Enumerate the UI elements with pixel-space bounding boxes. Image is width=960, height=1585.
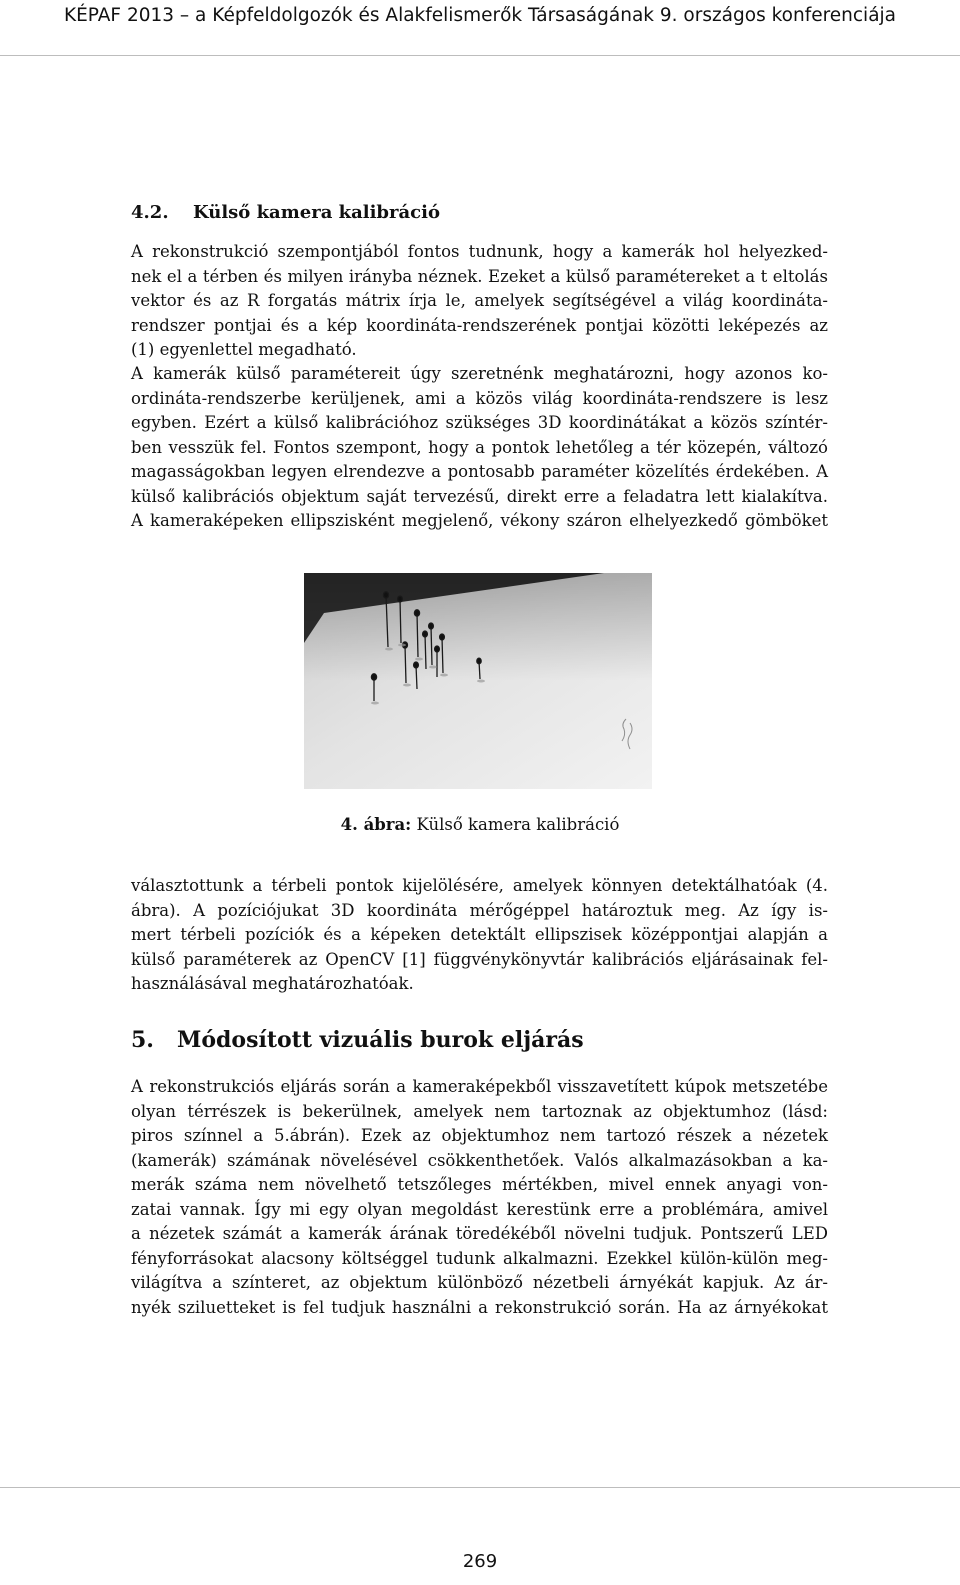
running-header	[0, 0, 960, 56]
text-line: nyék sziluetteket is fel tudjuk használni a rekonstrukció során. Ha az árnyékokat	[131, 1297, 828, 1317]
text-line: olyan térrészek is bekerülnek, amelyek nem tartoznak az objektumhoz (lásd:	[131, 1101, 828, 1121]
section-4-2-heading	[131, 202, 440, 223]
figure-4-caption-label: 4. ábra:	[340, 815, 412, 834]
text-line: a nézetek számát a kamerák árának töredékéből növelni tudjuk. Pontszerű LED	[131, 1224, 828, 1243]
text-line: világítva a színteret, az objektum különböző nézetbeli árnyékát kapjuk. Az ár-	[131, 1273, 828, 1292]
text-line: mert térbeli pozíciók és a képeken detektált ellipszisek középpontjai alapján a	[131, 925, 828, 944]
paragraph-external-calibration-intro	[131, 240, 828, 363]
text-line: A kameraképeken ellipszisként megjelenő, vékony száron elhelyezkedő gömböket	[131, 511, 828, 530]
text-line: nek el a térben és milyen irányba néznek. Ezeket a külső paramétereket a t eltolás	[131, 266, 828, 286]
text-line: fényforrásokat alacsony költséggel tudunk alkalmazni. Ezekkel külön-külön meg-	[131, 1248, 828, 1268]
running-header-title: KÉPAF 2013 – a Képfeldolgozók és Alakfelismerők Társaságának 9. országos konferenciája	[63, 5, 897, 26]
text-line: (1) egyenlettel megadható.	[131, 340, 357, 359]
text-line: zatai vannak. Így mi egy olyan megoldást kerestünk erre a problémára, amivel	[131, 1199, 828, 1219]
text-line: használásával meghatározhatóak.	[131, 974, 414, 993]
text-line: vektor és az R forgatás mátrix írja le, amelyek segítségével a világ koordináta-	[131, 291, 828, 310]
text-line: piros színnel a 5.ábrán). Ezek az objektumhoz nem tartozó részek a nézetek	[131, 1126, 828, 1145]
text-line: külső kalibrációs objektum saját tervezésű, direkt erre a feladatra lett kialakítva.	[131, 486, 828, 506]
figure-4-caption-text: Külső kamera kalibráció	[416, 815, 620, 834]
figure-4-caption	[0, 815, 960, 834]
paragraph-ellipse-detection	[131, 874, 828, 997]
footer-divider	[0, 1487, 960, 1488]
text-line: A rekonstrukció szempontjából fontos tudnunk, hogy a kamerák hol helyezked-	[131, 242, 828, 261]
calibration-object-image	[304, 573, 652, 789]
text-line: választottunk a térbeli pontok kijelölésére, amelyek könnyen detektálhatóak (4.	[131, 876, 828, 895]
text-line: külső paraméterek az OpenCV [1] függvénykönyvtár kalibrációs eljárásainak fel-	[131, 949, 828, 969]
figure-4-calibration-photo	[304, 573, 652, 789]
text-line: merák száma nem növelhető tetszőleges mértékben, mivel ennek anyagi von-	[131, 1175, 828, 1194]
text-line: magasságokban legyen elrendezve a pontosabb paraméter közelítés érdekében. A	[131, 462, 828, 481]
text-line: (kamerák) számának növelésével csökkenthetőek. Valós alkalmazásokban a ka-	[131, 1150, 828, 1170]
text-line: rendszer pontjai és a kép koordináta-rendszerének pontjai közötti leképezés az	[131, 315, 828, 335]
text-line: ábra). A pozíciójukat 3D koordináta mérőgéppel határoztuk meg. Az így is-	[131, 900, 828, 920]
text-line: A rekonstrukciós eljárás során a kameraképekből visszavetített kúpok metszetébe	[131, 1077, 828, 1096]
text-line: ben vesszük fel. Fontos szempont, hogy a pontok lehetőleg a tér közepén, változó	[131, 437, 828, 457]
text-line: egyben. Ezért a külső kalibrációhoz szükséges 3D koordinátákat a közös színtér-	[131, 413, 828, 432]
page-number: 269	[462, 1551, 498, 1572]
section-5-number: 5.	[131, 1027, 154, 1053]
section-4-2-number: 4.2.	[131, 202, 169, 223]
text-line: A kamerák külső paramétereit úgy szeretnénk meghatározni, hogy azonos ko-	[131, 364, 828, 383]
section-5-title: Módosított vizuális burok eljárás	[177, 1027, 584, 1053]
section-4-2-title: Külső kamera kalibráció	[193, 202, 440, 223]
paragraph-modified-visual-hull	[131, 1075, 828, 1320]
section-5-heading	[131, 1027, 584, 1053]
paragraph-calibration-object	[131, 362, 828, 534]
text-line: ordináta-rendszerbe kerüljenek, ami a közös világ koordináta-rendszere is lesz	[131, 388, 828, 408]
